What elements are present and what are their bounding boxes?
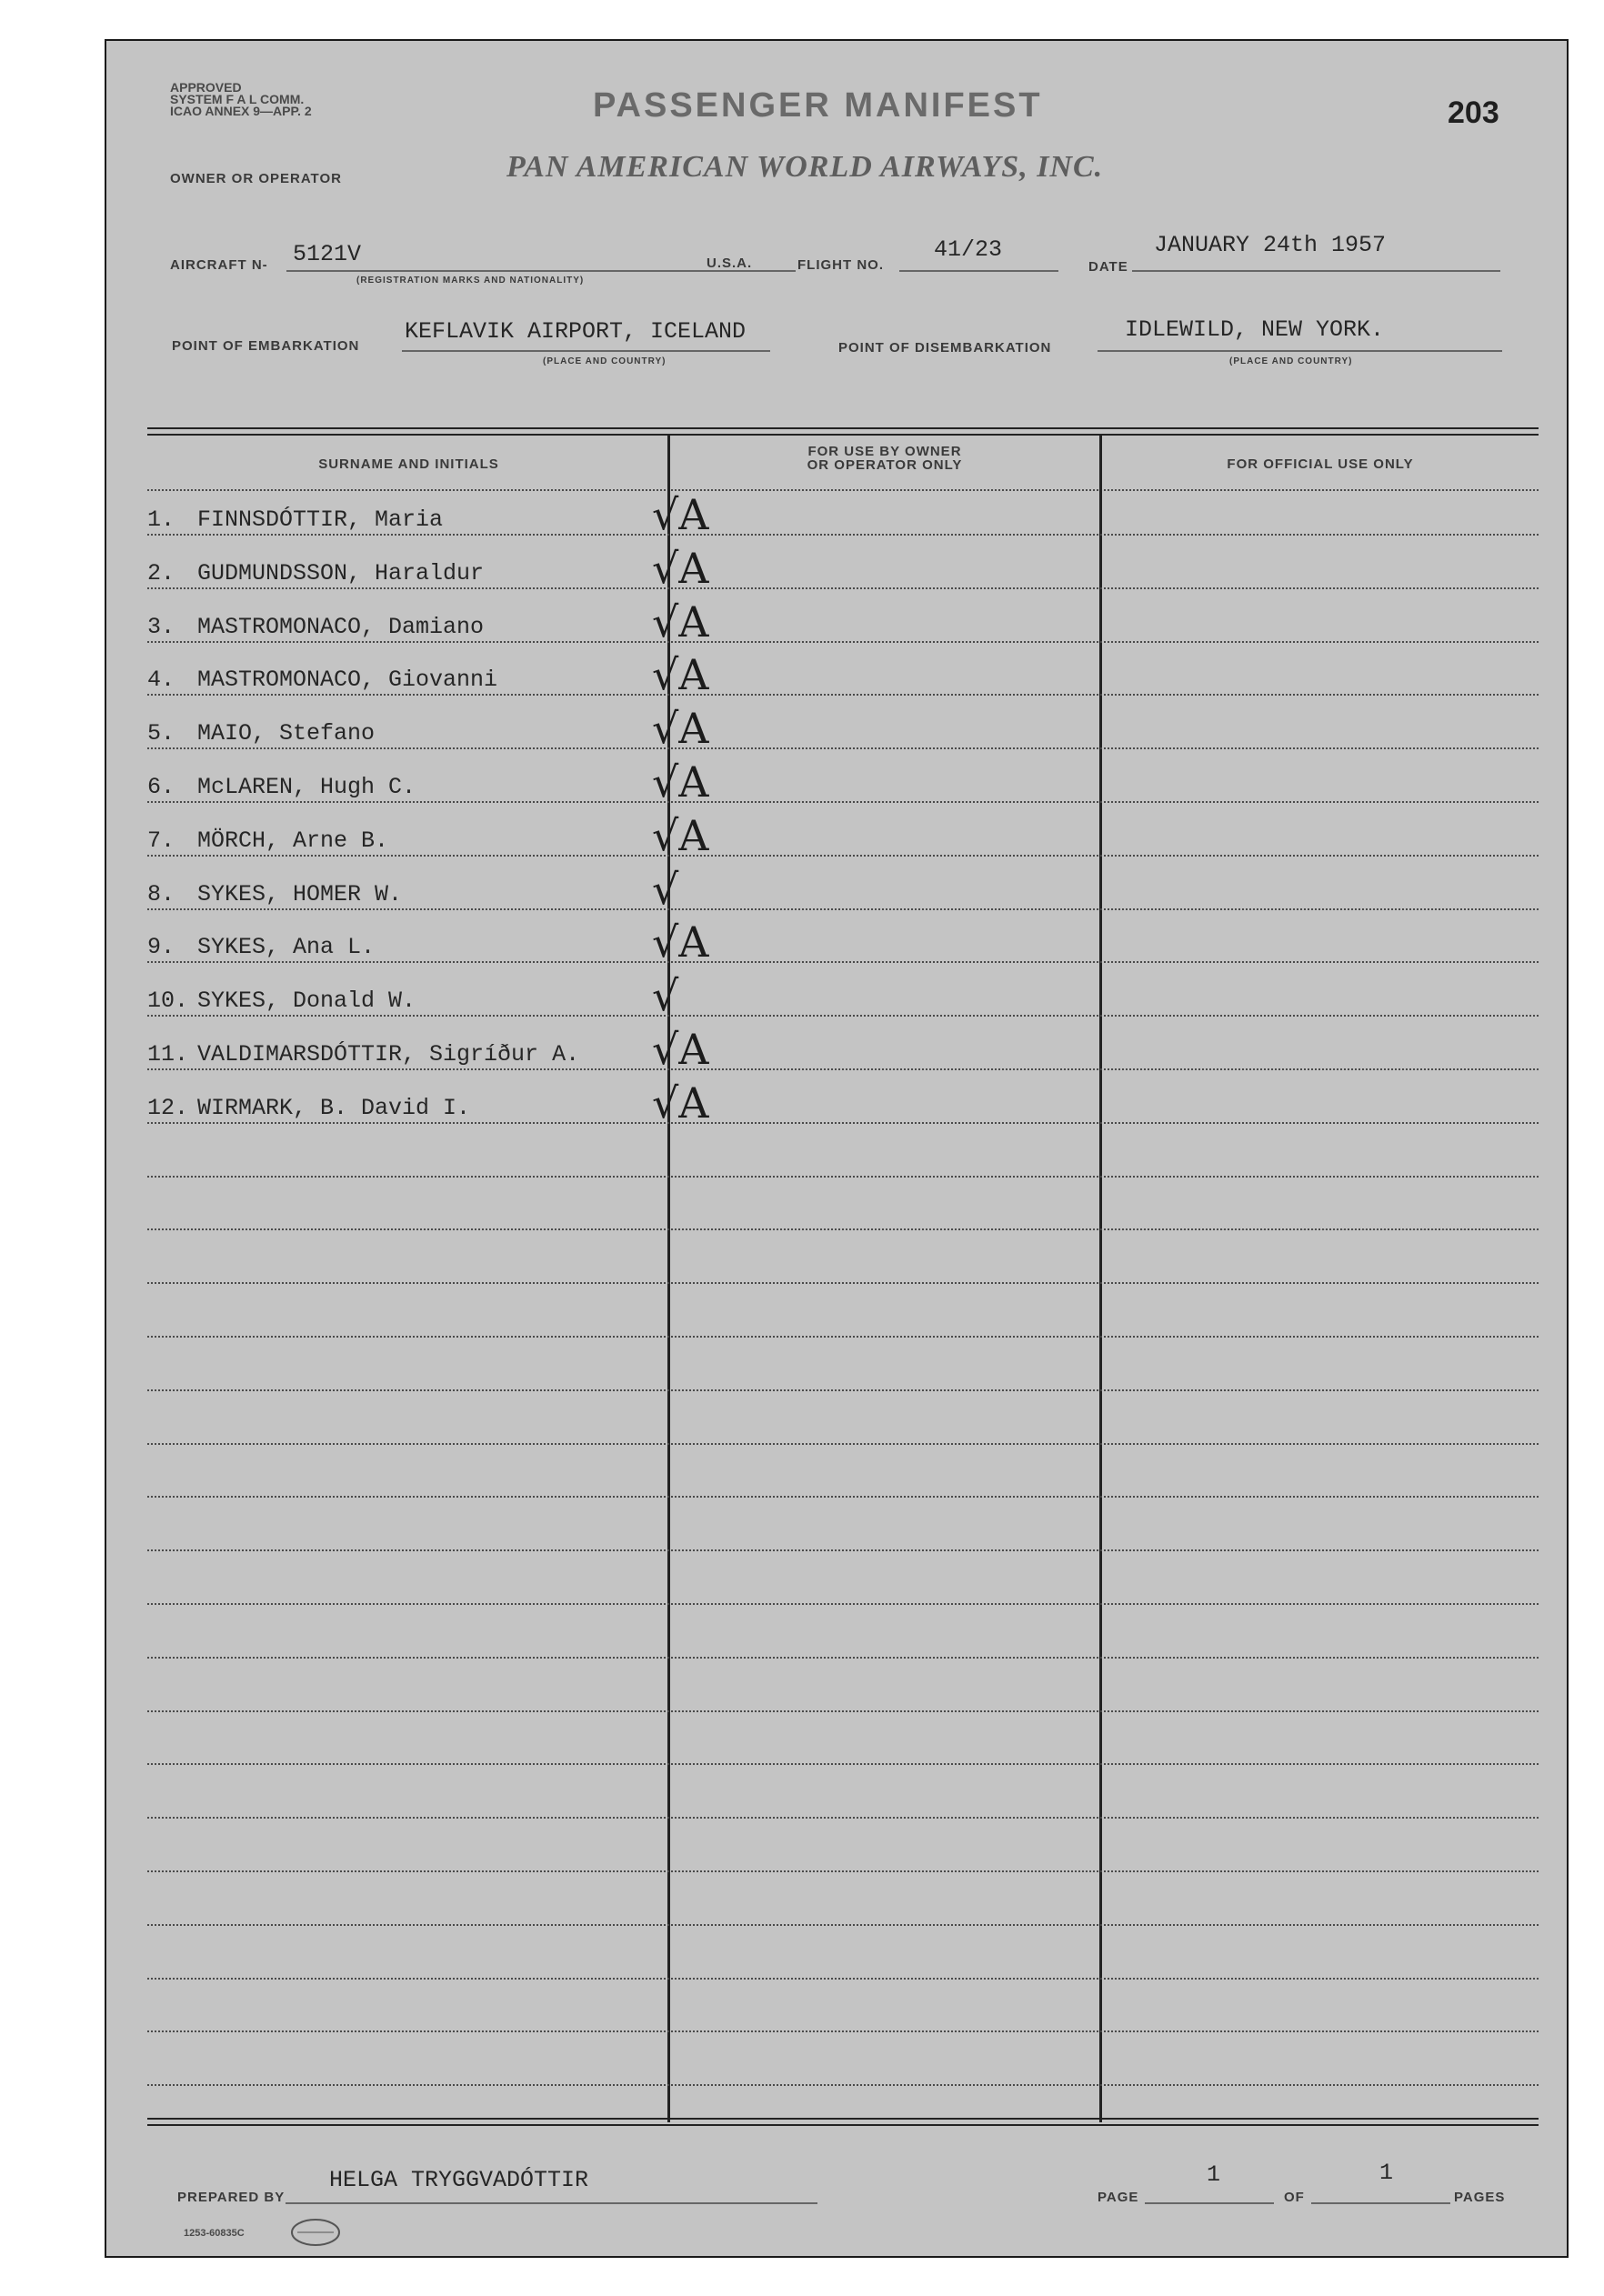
- check-mark: √A: [652, 704, 709, 753]
- passenger-number: 8.: [147, 881, 175, 907]
- row-rule: [147, 1282, 1539, 1284]
- check-mark: √A: [652, 490, 709, 539]
- page-title: PASSENGER MANIFEST: [593, 86, 1043, 125]
- row-rule: [147, 1015, 1539, 1017]
- row-rule: [147, 1549, 1539, 1551]
- check-mark: √A: [652, 757, 709, 807]
- disembarkation-caption: (PLACE AND COUNTRY): [1229, 356, 1353, 366]
- row-rule: [147, 1176, 1539, 1178]
- approval-line: ICAO ANNEX 9—APP. 2: [170, 104, 312, 118]
- page-value: 1: [1207, 2161, 1221, 2188]
- approval-line: APPROVED: [170, 80, 242, 95]
- prepared-by-label: PREPARED BY: [177, 2190, 286, 2205]
- row-rule: [147, 1870, 1539, 1872]
- passenger-number: 5.: [147, 720, 175, 747]
- prepared-by-value: HELGA TRYGGVADÓTTIR: [329, 2167, 589, 2193]
- row-rule: [147, 1657, 1539, 1659]
- row-rule: [147, 1228, 1539, 1230]
- registration-caption: (REGISTRATION MARKS AND NATIONALITY): [356, 276, 585, 286]
- passenger-number: 12.: [147, 1095, 189, 1121]
- flight-fill-line: [899, 270, 1058, 272]
- passenger-name: MASTROMONACO, Damiano: [197, 614, 485, 640]
- row-rule: [147, 961, 1539, 963]
- row-rule: [147, 1496, 1539, 1498]
- row-rule: [147, 1443, 1539, 1445]
- row-rule: [147, 908, 1539, 910]
- passenger-name: SYKES, HOMER W.: [197, 881, 403, 907]
- aircraft-value: 5121V: [293, 241, 362, 267]
- date-fill-line: [1132, 270, 1500, 272]
- passenger-name: SYKES, Donald W.: [197, 988, 416, 1014]
- passenger-number: 7.: [147, 827, 175, 854]
- check-mark: √A: [652, 544, 709, 593]
- approval-block: [170, 82, 312, 117]
- table-bottom-rule: [147, 2118, 1539, 2126]
- passenger-name: WIRMARK, B. David I.: [197, 1095, 471, 1121]
- disembarkation-label: POINT OF DISEMBARKATION: [838, 340, 1052, 356]
- manifest-sheet: [105, 39, 1569, 2258]
- row-rule: [147, 855, 1539, 857]
- approval-line: SYSTEM F A L COMM.: [170, 92, 305, 106]
- date-value: JANUARY 24th 1957: [1154, 232, 1387, 258]
- of-fill-line: [1311, 2202, 1450, 2204]
- check-mark: √: [652, 865, 679, 914]
- embarkation-label: POINT OF EMBARKATION: [172, 338, 360, 354]
- passenger-name: VALDIMARSDÓTTIR, Sigríður A.: [197, 1041, 580, 1068]
- page-number: 203: [1448, 95, 1499, 130]
- column-header-owner: [670, 445, 1099, 472]
- column-header-surname: SURNAME AND INITIALS: [318, 456, 499, 472]
- passenger-name: SYKES, Ana L.: [197, 934, 376, 960]
- row-rule: [147, 1817, 1539, 1819]
- embarkation-value: KEFLAVIK AIRPORT, ICELAND: [405, 318, 747, 345]
- check-mark: √A: [652, 917, 709, 967]
- row-rule: [147, 641, 1539, 643]
- passenger-number: 10.: [147, 988, 189, 1014]
- row-rule: [147, 2084, 1539, 2086]
- passenger-number: 6.: [147, 774, 175, 800]
- union-label-icon: [288, 2216, 343, 2249]
- passenger-name: MAIO, Stefano: [197, 720, 376, 747]
- check-mark: √: [652, 971, 679, 1020]
- column-divider-right: [1099, 434, 1102, 2122]
- passenger-number: 2.: [147, 560, 175, 587]
- passenger-name: GUDMUNDSSON, Haraldur: [197, 560, 485, 587]
- row-rule: [147, 1924, 1539, 1926]
- table-top-rule: [147, 427, 1539, 436]
- passenger-number: 4.: [147, 667, 175, 693]
- embarkation-caption: (PLACE AND COUNTRY): [543, 356, 667, 366]
- disembarkation-value: IDLEWILD, NEW YORK.: [1125, 316, 1385, 343]
- date-label: DATE: [1088, 259, 1128, 275]
- page-fill-line: [1145, 2202, 1274, 2204]
- row-rule: [147, 1763, 1539, 1765]
- check-mark: √A: [652, 650, 709, 699]
- row-rule: [147, 1389, 1539, 1391]
- prepared-by-fill-line: [286, 2202, 817, 2204]
- passenger-number: 1.: [147, 506, 175, 533]
- passenger-name: MASTROMONACO, Giovanni: [197, 667, 498, 693]
- check-mark: √A: [652, 1078, 709, 1128]
- owner-header-line-2: OR OPERATOR ONLY: [807, 457, 963, 473]
- passenger-name: FINNSDÓTTIR, Maria: [197, 506, 444, 533]
- check-mark: √A: [652, 811, 709, 860]
- aircraft-label: AIRCRAFT N-: [170, 257, 268, 273]
- passenger-number: 11.: [147, 1041, 189, 1068]
- usa-label: U.S.A.: [707, 256, 753, 271]
- row-rule: [147, 2030, 1539, 2032]
- row-rule: [147, 1068, 1539, 1070]
- row-rule: [147, 1336, 1539, 1338]
- check-mark: √A: [652, 597, 709, 647]
- owner-label: OWNER OR OPERATOR: [170, 171, 342, 186]
- embarkation-fill-line: [402, 350, 770, 352]
- passenger-name: McLAREN, Hugh C.: [197, 774, 416, 800]
- of-value: 1: [1379, 2160, 1394, 2186]
- passenger-name: MÖRCH, Arne B.: [197, 827, 389, 854]
- row-rule: [147, 801, 1539, 803]
- check-mark: √A: [652, 1025, 709, 1074]
- row-rule: [147, 534, 1539, 536]
- row-rule: [147, 747, 1539, 749]
- passenger-number: 9.: [147, 934, 175, 960]
- row-rule: [147, 694, 1539, 696]
- column-header-official: FOR OFFICIAL USE ONLY: [1227, 456, 1414, 472]
- header-bottom-rule: [147, 489, 1539, 491]
- row-rule: [147, 587, 1539, 589]
- form-code: 1253-60835C: [184, 2228, 245, 2239]
- disembarkation-fill-line: [1098, 350, 1502, 352]
- page-label: PAGE: [1098, 2190, 1139, 2205]
- row-rule: [147, 1122, 1539, 1124]
- flight-label: FLIGHT NO.: [797, 257, 884, 273]
- row-rule: [147, 1603, 1539, 1605]
- passenger-number: 3.: [147, 614, 175, 640]
- row-rule: [147, 1710, 1539, 1712]
- owner-header-line-1: FOR USE BY OWNER: [807, 444, 962, 459]
- airline-name: PAN AMERICAN WORLD AIRWAYS, INC.: [506, 150, 1104, 184]
- pages-label: PAGES: [1454, 2190, 1506, 2205]
- row-rule: [147, 1978, 1539, 1980]
- flight-number: 41/23: [934, 236, 1003, 263]
- of-label: OF: [1284, 2190, 1305, 2205]
